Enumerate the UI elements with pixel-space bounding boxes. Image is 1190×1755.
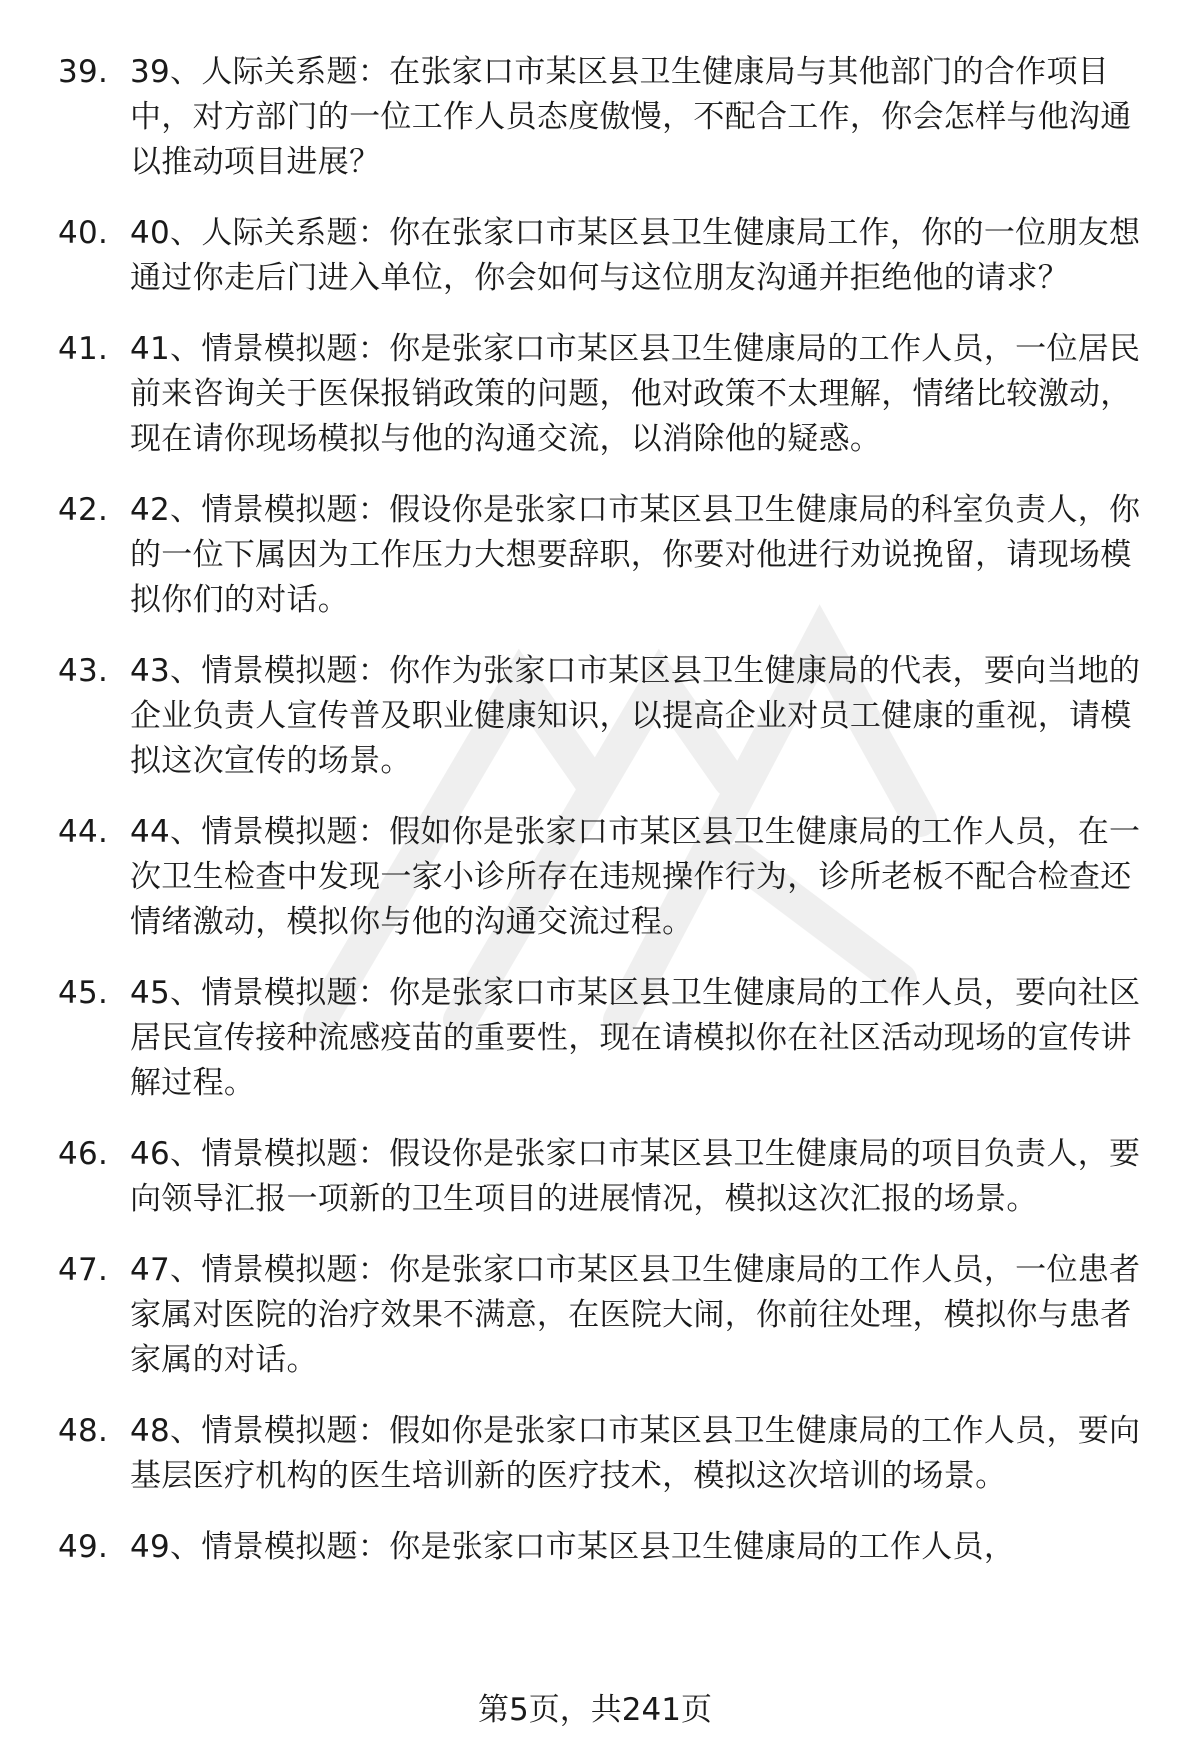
list-item bbox=[58, 488, 1148, 623]
list-item bbox=[58, 50, 1148, 185]
question-text: 46、情景模拟题：假设你是张家口市某区县卫生健康局的项目负责人，要向领导汇报一项新的卫生项目的进展情况，模拟这次汇报的场景。 bbox=[130, 1136, 1141, 1217]
question-number: 46. bbox=[58, 1136, 109, 1172]
question-number: 45. bbox=[58, 975, 109, 1011]
question-number: 41. bbox=[58, 331, 109, 367]
question-text: 48、情景模拟题：假如你是张家口市某区县卫生健康局的工作人员，要向基层医疗机构的医生培训新的医疗技术，模拟这次培训的场景。 bbox=[130, 1413, 1141, 1494]
question-number: 47. bbox=[58, 1252, 109, 1288]
question-number: 42. bbox=[58, 492, 109, 528]
question-number: 49. bbox=[58, 1529, 109, 1565]
list-item bbox=[58, 971, 1148, 1106]
question-text: 42、情景模拟题：假设你是张家口市某区县卫生健康局的科室负责人，你的一位下属因为工作压力大想要辞职，你要对他进行劝说挽留，请现场模拟你们的对话。 bbox=[130, 492, 1141, 618]
list-item bbox=[58, 1248, 1148, 1383]
question-text: 49、情景模拟题：你是张家口市某区县卫生健康局的工作人员， bbox=[130, 1529, 1016, 1565]
list-item bbox=[58, 211, 1148, 301]
question-number: 43. bbox=[58, 653, 109, 689]
question-text: 45、情景模拟题：你是张家口市某区县卫生健康局的工作人员，要向社区居民宣传接种流感疫苗的重要性，现在请模拟你在社区活动现场的宣传讲解过程。 bbox=[130, 975, 1141, 1101]
question-number: 40. bbox=[58, 215, 109, 251]
list-item bbox=[58, 1132, 1148, 1222]
question-text: 44、情景模拟题：假如你是张家口市某区县卫生健康局的工作人员，在一次卫生检查中发现一家小诊所存在违规操作行为，诊所老板不配合检查还情绪激动，模拟你与他的沟通交流过程。 bbox=[130, 814, 1141, 940]
question-text: 41、情景模拟题：你是张家口市某区县卫生健康局的工作人员，一位居民前来咨询关于医保报销政策的问题，他对政策不太理解，情绪比较激动，现在请你现场模拟与他的沟通交流，以消除他的疑惑。 bbox=[130, 331, 1141, 457]
question-text: 39、人际关系题：在张家口市某区县卫生健康局与其他部门的合作项目中，对方部门的一位工作人员态度傲慢，不配合工作，你会怎样与他沟通以推动项目进展？ bbox=[130, 54, 1132, 180]
question-text: 40、人际关系题：你在张家口市某区县卫生健康局工作，你的一位朋友想通过你走后门进入单位，你会如何与这位朋友沟通并拒绝他的请求？ bbox=[130, 215, 1141, 296]
list-item bbox=[58, 810, 1148, 945]
page-footer: 第5页，共241页 bbox=[478, 1692, 712, 1728]
list-item bbox=[58, 1525, 1148, 1570]
question-list bbox=[58, 50, 1148, 1596]
question-number: 48. bbox=[58, 1413, 109, 1449]
list-item bbox=[58, 1409, 1148, 1499]
question-text: 47、情景模拟题：你是张家口市某区县卫生健康局的工作人员，一位患者家属对医院的治疗效果不满意，在医院大闹，你前往处理，模拟你与患者家属的对话。 bbox=[130, 1252, 1141, 1378]
question-number: 44. bbox=[58, 814, 109, 850]
list-item bbox=[58, 649, 1148, 784]
question-text: 43、情景模拟题：你作为张家口市某区县卫生健康局的代表，要向当地的企业负责人宣传普及职业健康知识，以提高企业对员工健康的重视，请模拟这次宣传的场景。 bbox=[130, 653, 1141, 779]
question-number: 39. bbox=[58, 54, 109, 90]
list-item bbox=[58, 327, 1148, 462]
